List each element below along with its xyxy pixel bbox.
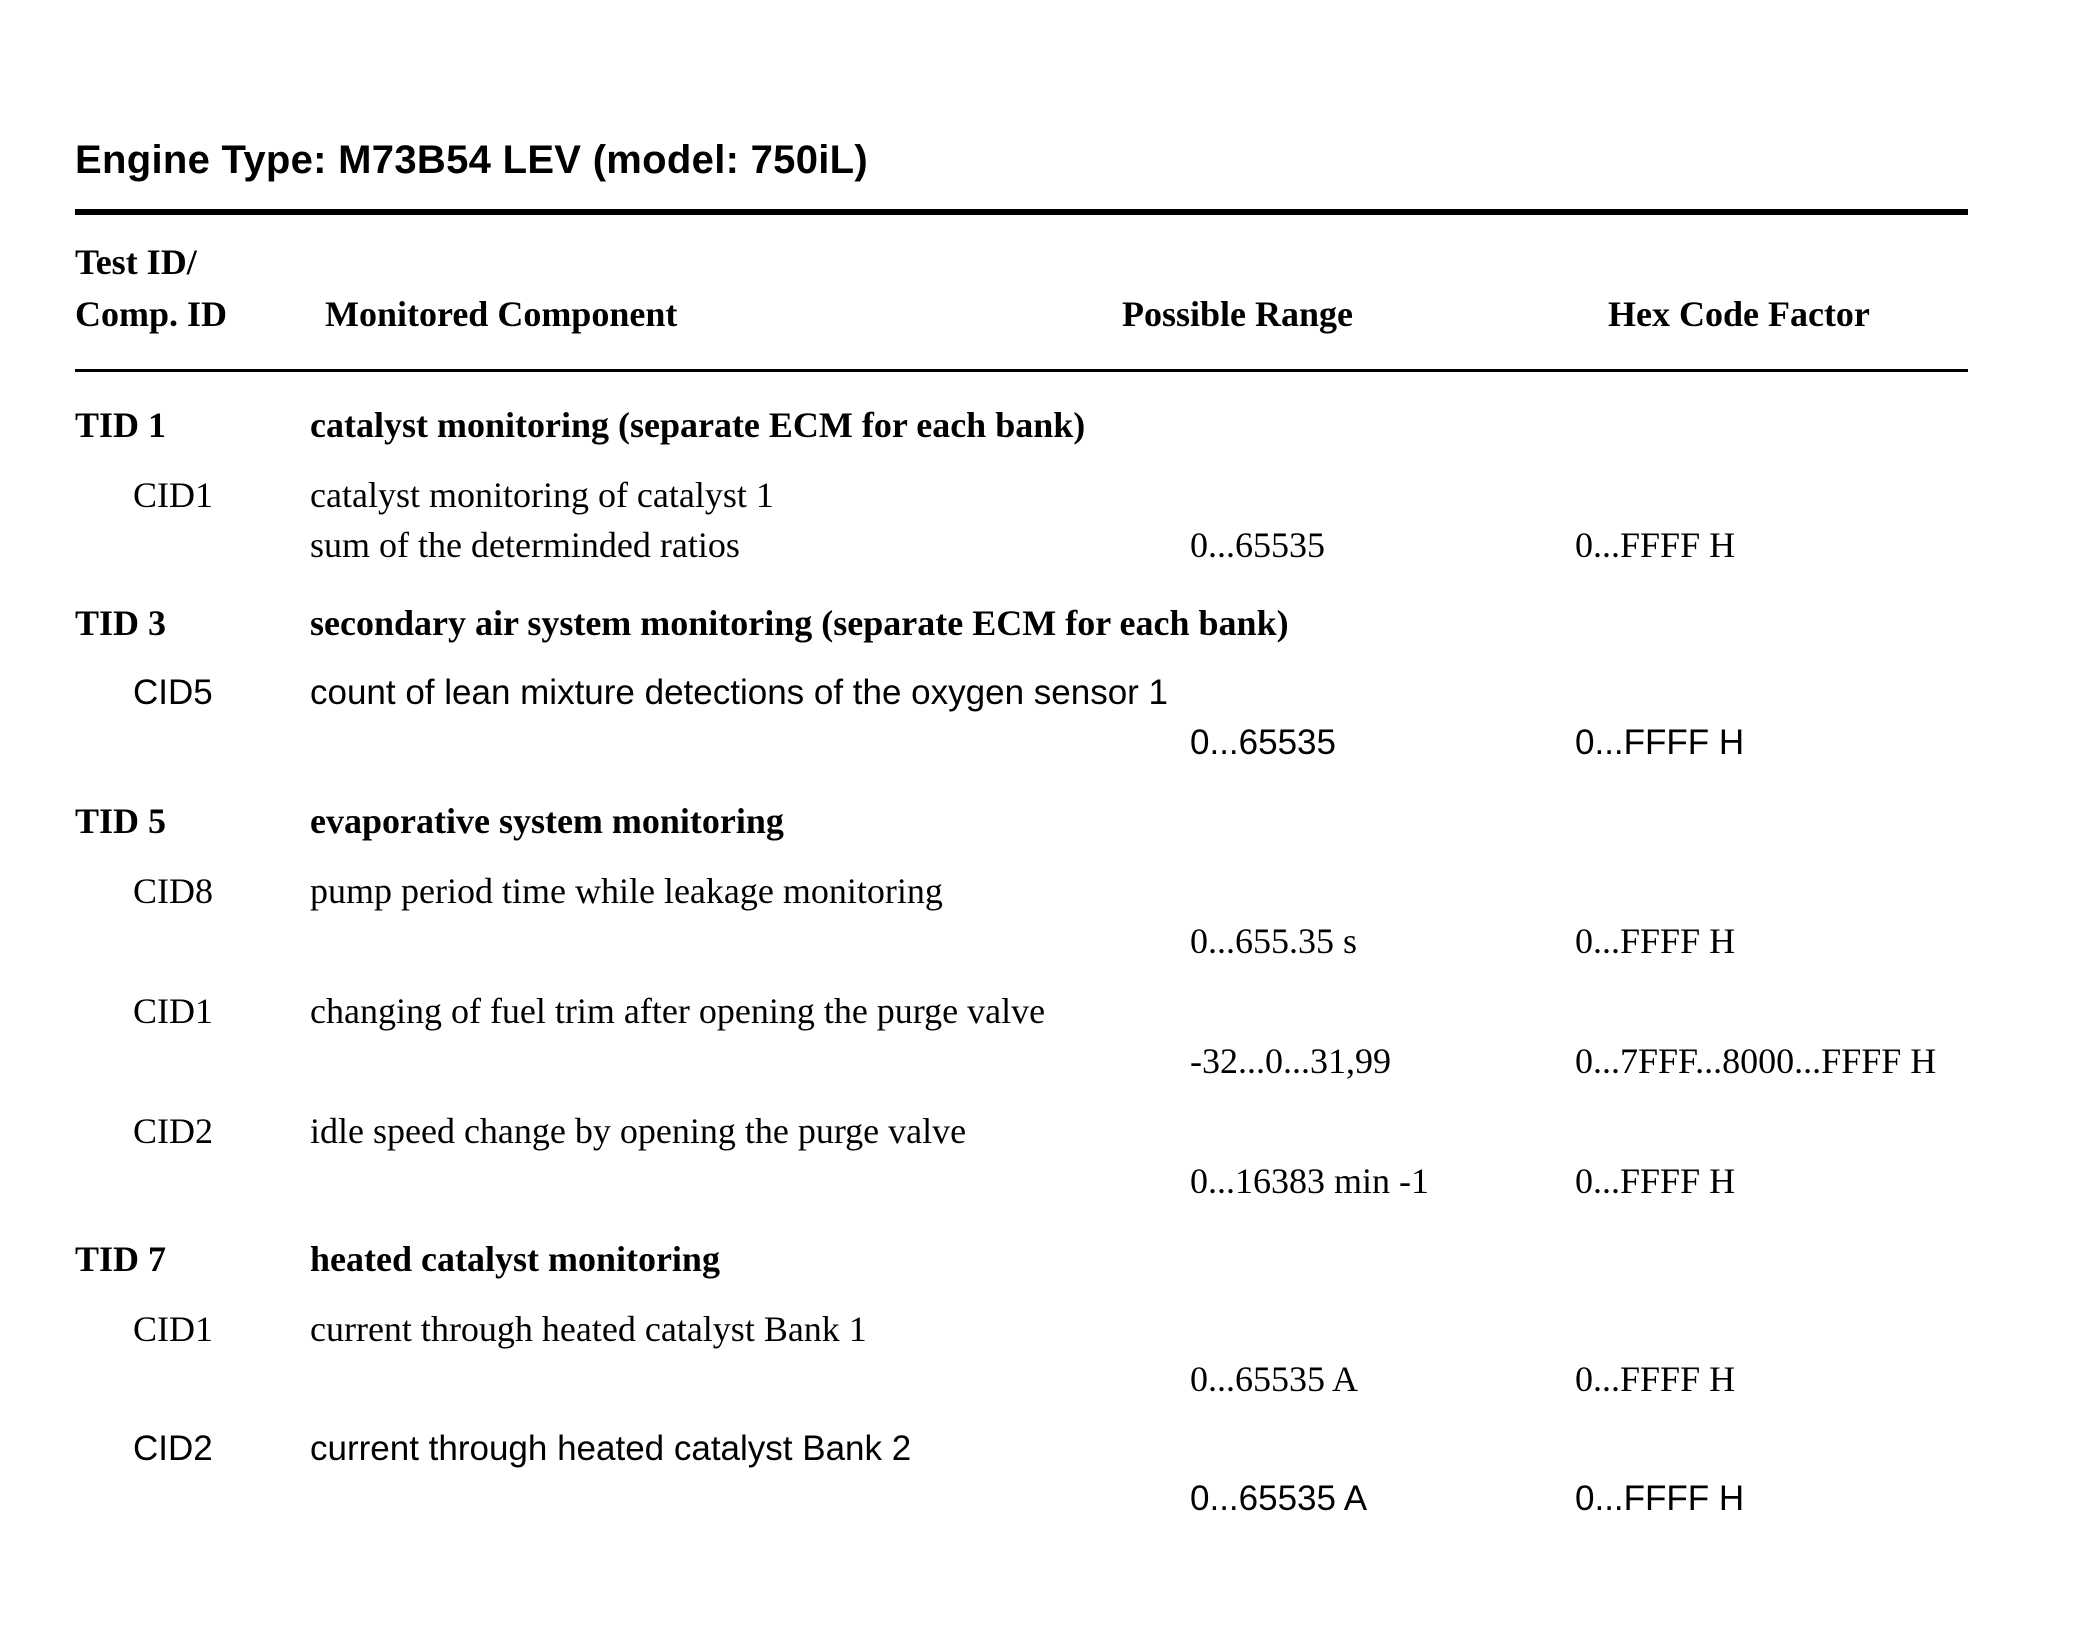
tid-row	[75, 400, 2014, 450]
column-spacer	[75, 520, 310, 570]
component-line	[75, 1424, 2014, 1474]
values-line	[75, 718, 2014, 768]
title-rule	[75, 209, 1968, 215]
col-header-component: Monitored Component	[325, 294, 678, 334]
values-line	[75, 1156, 2014, 1206]
range-value: 0...65535 A	[1190, 1359, 1359, 1399]
component-text: sum of the determinded ratios	[310, 525, 740, 565]
component-text: catalyst monitoring of catalyst 1	[310, 475, 774, 515]
hex-value: 0...FFFF H	[1575, 1359, 1736, 1399]
range-value: -32...0...31,99	[1190, 1041, 1391, 1081]
range-value: 0...655.35 s	[1190, 921, 1358, 961]
page-title: Engine Type: M73B54 LEV (model: 750iL)	[75, 138, 869, 182]
tid-group	[75, 796, 2014, 1206]
cid-row	[75, 866, 2014, 966]
range-value: 0...65535 A	[1190, 1479, 1368, 1518]
col-header-test-id-line2: Comp. ID	[75, 294, 228, 334]
group-title: catalyst monitoring (separate ECM for each bank)	[310, 405, 1086, 445]
component-text: current through heated catalyst Bank 2	[310, 1429, 912, 1468]
hex-value: 0...FFFF H	[1575, 1479, 1745, 1518]
component-text: pump period time while leakage monitoring	[310, 871, 943, 911]
values-line	[75, 916, 2014, 966]
range-value: 0...16383 min -1	[1190, 1161, 1429, 1201]
component-text: changing of fuel trim after opening the purge valve	[310, 991, 1046, 1031]
cid-row	[75, 1304, 2014, 1404]
hex-value: 0...FFFF H	[1575, 723, 1745, 762]
hex-value: 0...FFFF H	[1575, 1161, 1736, 1201]
table-body	[75, 400, 2014, 1524]
values-line	[75, 1474, 2014, 1524]
tid-group	[75, 598, 2014, 768]
table-header	[75, 241, 2014, 345]
cid-label: CID2	[133, 1111, 213, 1151]
component-text: current through heated catalyst Bank 1	[310, 1309, 867, 1349]
cid-row	[75, 470, 2014, 570]
cid-label: CID5	[133, 673, 213, 712]
header-rule	[75, 369, 1968, 372]
group-title: evaporative system monitoring	[310, 801, 784, 841]
col-header-test-id-line1: Test ID/	[75, 242, 197, 282]
cid-row	[75, 1106, 2014, 1206]
tid-group	[75, 400, 2014, 570]
tid-group	[75, 1234, 2014, 1524]
tid-row	[75, 1234, 2014, 1284]
group-title: secondary air system monitoring (separate ECM for each bank)	[310, 603, 1289, 643]
range-value: 0...65535	[1190, 723, 1336, 762]
col-header-hex: Hex Code Factor	[1608, 294, 1870, 334]
cid-label: CID2	[133, 1429, 213, 1468]
component-text: idle speed change by opening the purge valve	[310, 1111, 967, 1151]
tid-label: TID 7	[75, 1239, 167, 1279]
tid-label: TID 3	[75, 603, 167, 643]
tid-label: TID 1	[75, 405, 167, 445]
hex-value: 0...FFFF H	[1575, 921, 1736, 961]
cid-label: CID8	[133, 871, 213, 911]
tid-row	[75, 796, 2014, 846]
cid-label: CID1	[133, 1309, 213, 1349]
component-line	[75, 866, 2014, 916]
component-line	[75, 1106, 2014, 1156]
cid-row	[75, 668, 2014, 768]
component-text: count of lean mixture detections of the oxygen sensor 1	[310, 673, 1169, 712]
component-line	[75, 986, 2014, 1036]
group-title: heated catalyst monitoring	[310, 1239, 720, 1279]
component-line	[75, 668, 2014, 718]
values-line	[75, 1036, 2014, 1086]
tid-row	[75, 598, 2014, 648]
component-line	[75, 470, 2014, 520]
cid-row	[75, 1424, 2014, 1524]
values-line	[75, 1354, 2014, 1404]
component-line	[75, 1304, 2014, 1354]
cid-row	[75, 986, 2014, 1086]
tid-label: TID 5	[75, 801, 167, 841]
component-values-line	[75, 520, 2014, 570]
range-value: 0...65535	[1190, 525, 1325, 565]
hex-value: 0...7FFF...8000...FFFF H	[1575, 1041, 1937, 1081]
col-header-range: Possible Range	[1122, 294, 1354, 334]
hex-value: 0...FFFF H	[1575, 525, 1736, 565]
cid-label: CID1	[133, 475, 213, 515]
cid-label: CID1	[133, 991, 213, 1031]
